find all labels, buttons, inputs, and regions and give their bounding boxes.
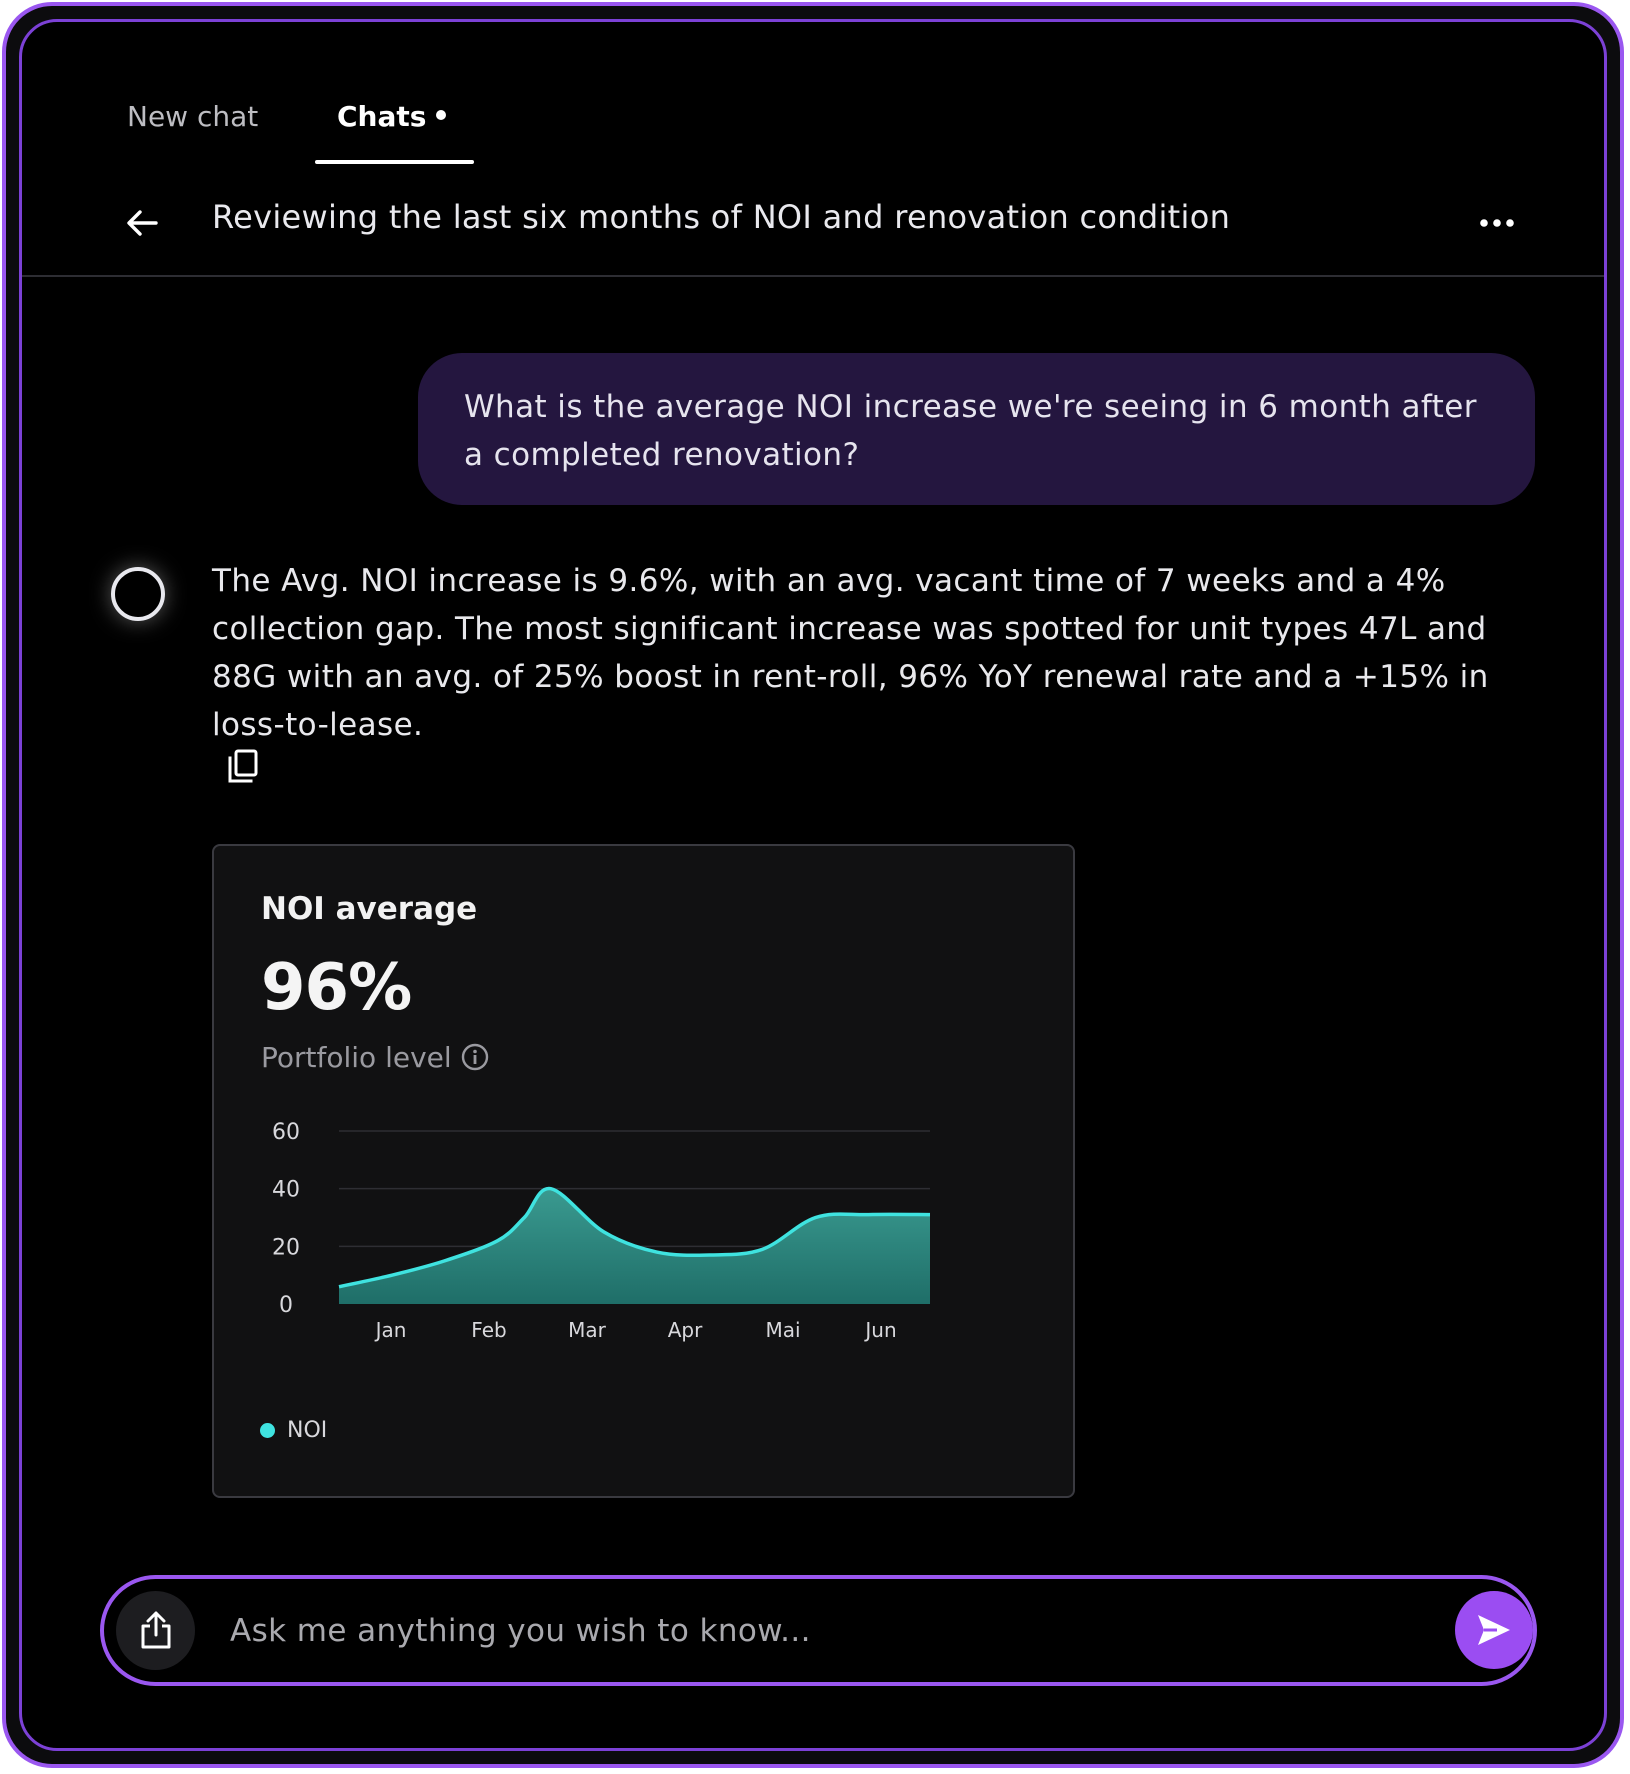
arrow-left-icon <box>122 203 162 243</box>
header-divider <box>22 275 1604 277</box>
copy-icon <box>224 747 262 787</box>
legend-label: NOI <box>287 1418 328 1443</box>
copy-button[interactable] <box>224 747 262 787</box>
x-tick-label: Jun <box>865 1318 897 1342</box>
share-button[interactable] <box>116 1591 195 1670</box>
y-tick-label: 40 <box>272 1177 300 1203</box>
card-title: NOI average <box>261 891 478 927</box>
x-tick-label: Jan <box>375 1318 407 1342</box>
x-tick-label: Apr <box>667 1318 703 1342</box>
send-button[interactable] <box>1455 1591 1533 1669</box>
x-tick-label: Mar <box>568 1318 606 1342</box>
unread-dot <box>436 110 446 120</box>
assistant-message: The Avg. NOI increase is 9.6%, with an avg. vacant time of 7 weeks and a 4% collection gap. The most significant increase was spotted for unit types 47L and 88G with an avg. of 25% boost in rent-roll, 96% YoY renewal rate and a +15% in loss-to-lease. <box>212 563 1489 743</box>
chat-title: Reviewing the last six months of NOI and renovation condition <box>212 198 1231 236</box>
card-value: 96% <box>261 951 412 1025</box>
user-message: What is the average NOI increase we're seeing in 6 month after a completed renovation? <box>418 353 1535 505</box>
x-tick-label: Feb <box>471 1318 507 1342</box>
chat-input-bar <box>100 1575 1537 1686</box>
tab-new-chat[interactable]: New chat <box>127 100 259 133</box>
y-tick-label: 60 <box>272 1120 300 1145</box>
card-subtitle: Portfolio level <box>261 1041 452 1074</box>
chat-screen <box>19 19 1607 1751</box>
back-button[interactable] <box>122 203 162 243</box>
chat-header <box>22 182 1604 282</box>
x-tick-label: Mai <box>765 1318 801 1342</box>
assistant-avatar-icon <box>111 567 165 621</box>
tab-chats[interactable] <box>337 100 446 133</box>
message-input[interactable] <box>228 1599 1382 1663</box>
noi-area-chart <box>254 1111 1034 1381</box>
noi-average-card <box>212 844 1075 1498</box>
send-icon <box>1475 1611 1513 1649</box>
more-options-button[interactable] <box>1477 203 1517 243</box>
info-icon[interactable] <box>460 1042 490 1072</box>
y-tick-label: 20 <box>272 1235 300 1261</box>
chart-legend <box>260 1418 327 1443</box>
y-tick-label: 0 <box>279 1293 293 1318</box>
more-horizontal-icon <box>1477 203 1517 243</box>
active-tab-indicator <box>315 160 474 164</box>
device-frame <box>2 2 1624 1768</box>
share-icon <box>138 1609 174 1651</box>
legend-swatch <box>260 1423 275 1438</box>
tab-chats-label: Chats <box>337 100 427 133</box>
